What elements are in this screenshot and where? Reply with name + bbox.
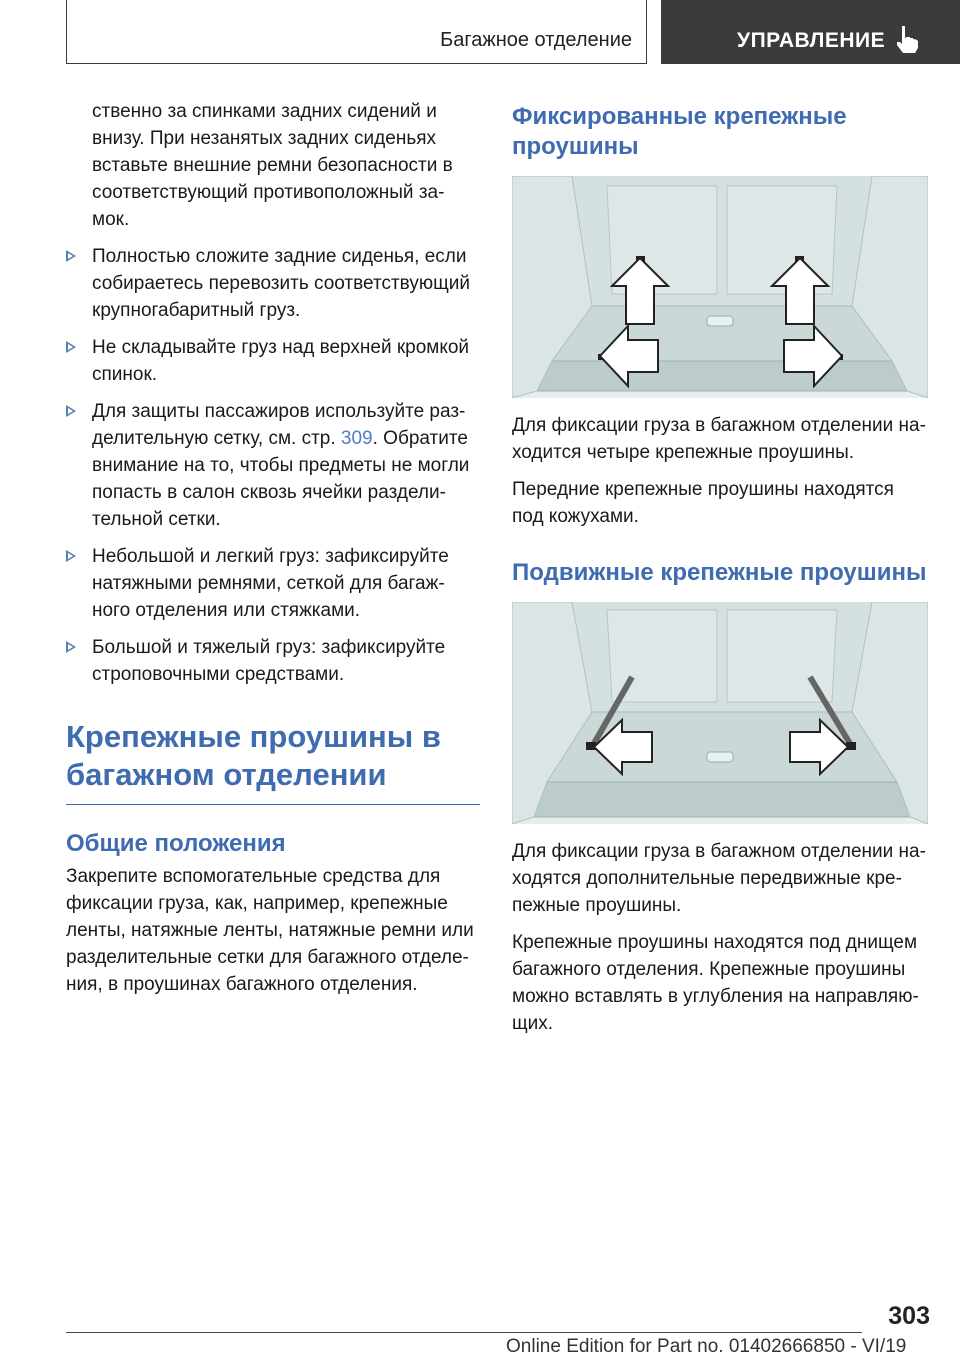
header-chapter-box [661,0,960,64]
fixed-paragraph-1: Для фиксации груза в багажном отделении на-ходится четыре крепежные проушины. [512,415,926,463]
bullet-triangle-icon [66,405,76,417]
list-item: Полностью сложите задние сиденья, если собираетесь перевозить соответствующий крупногабаритный груз. [66,243,480,324]
fixed-paragraph-2: Передние крепежные проушины находятся под кожухами. [512,479,894,527]
header-chapter-title: УПРАВЛЕНИЕ [737,29,886,52]
right-column [512,98,928,1037]
heading-divider [66,804,480,805]
bullet-triangle-icon [66,250,76,262]
footer-divider [66,1332,862,1333]
general-paragraph: Закрепите вспомогательные средства для фиксации груза, как, например, крепежные ленты, натяжные ленты, натяжные ремни или разделительные сетки для багажного отделе-ния, в проушинах багажного отделения. [66,866,474,995]
subheading-general: Общие положения [66,830,286,857]
page-link-309[interactable]: 309 [340,428,373,449]
left-column [66,98,480,998]
movable-paragraph-1: Для фиксации груза в багажном отделении на-ходятся дополнительные передвижные кре-пежные проушины. [512,841,926,916]
trunk-movable-eyelets-illustration [512,602,928,824]
intro-paragraph: ственно за спинками задних сидений и внизу. При незанятых задних сиденьях вставьте внешние ремни безопасности в соответствующий противоположный за-мок. [92,101,453,230]
section-heading: Крепежные проушины в багажном отделении [66,719,441,792]
header-section-title: Багажное отделение [440,29,632,51]
list-item: Не складывайте груз над верхней кромкой спинок. [66,334,480,388]
bullet-list [66,243,480,688]
movable-paragraph-2: Крепежные проушины находятся под днищем багажного отделения. Крепежные проушины можно вставлять в углубления на направляю-щих. [512,932,919,1034]
list-item: Небольшой и легкий груз: зафиксируйте натяжными ремнями, сеткой для багаж-ного отделения или стяжками. [66,543,480,624]
list-item: Большой и тяжелый груз: зафиксируйте строповочными средствами. [66,634,480,688]
list-item: Для защиты пассажиров используйте раз-делительную сетку, см. стр. 309. Обратите внимание на то, чтобы предметы не могли попасть в салон сквозь ячейки раздели-тельной сетки. [66,398,480,533]
footer-edition: Online Edition for Part no. 01402666850 - VI/19 [506,1336,907,1357]
bullet-triangle-icon [66,341,76,353]
bullet-triangle-icon [66,641,76,653]
trunk-fixed-eyelets-illustration [512,176,928,398]
subheading-fixed: Фиксированные крепежные проушины [512,103,847,160]
bullet-triangle-icon [66,550,76,562]
page-number: 303 [888,1302,930,1330]
pointing-hand-icon [893,24,921,54]
header-section-box [66,0,647,64]
subheading-movable: Подвижные крепежные проушины [512,559,927,586]
